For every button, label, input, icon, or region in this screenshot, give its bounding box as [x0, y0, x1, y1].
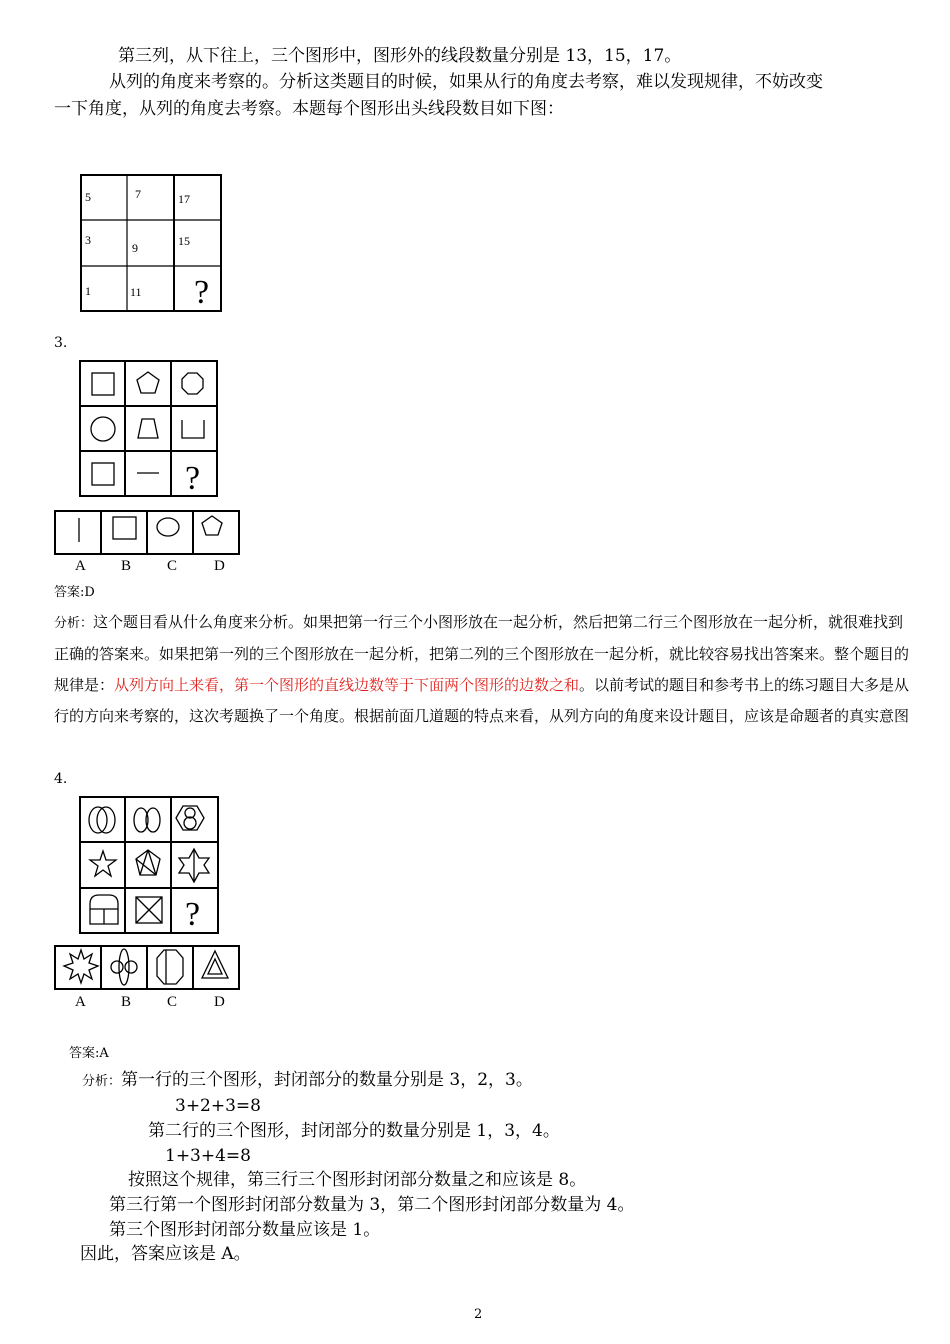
grid-cell-r3c2: 11 [130, 285, 142, 299]
open-box-icon [182, 420, 204, 438]
grid-cell-r3c1: 1 [85, 284, 91, 298]
q3-option-label-b: B [121, 558, 132, 574]
q4-puzzle-grid [79, 796, 220, 936]
q4-number: 4. [54, 771, 68, 787]
square-icon [92, 463, 114, 485]
q4-option-label-d: D [214, 994, 225, 1010]
grid-cell-r2c2: 9 [132, 241, 138, 255]
q4-analysis-line-8: 因此，答案应该是 A。 [80, 1244, 251, 1264]
circle-icon [91, 417, 115, 441]
q4-analysis-text-1: 第一行的三个图形，封闭部分的数量分别是 3，2，3。 [121, 1070, 533, 1090]
square-x-icon [136, 897, 162, 923]
rounded-box-icon [90, 895, 118, 924]
grid-cell-r1c2: 7 [135, 187, 141, 201]
text-line-3: 一下角度，从列的角度去考察。本题每个图形出头线段数目如下图： [54, 99, 564, 119]
q4-option-label-b: B [121, 994, 132, 1010]
number-grid [80, 174, 224, 314]
q4-options-strip [54, 945, 242, 991]
octagon-icon [182, 373, 203, 394]
text-line-2: 从列的角度来考察的。分析这类题目的时候，如果从行的角度去考察，难以发现规律，不妨改变 [109, 72, 823, 92]
q3-analysis-rule: 从列方向上来看，第一个图形的直线边数等于下面两个图形的边数之和 [114, 676, 580, 694]
q4-analysis-line-6: 第三行第一个图形封闭部分数量为 3，第二个图形封闭部分数量为 4。 [109, 1195, 635, 1215]
q3-analysis-label: 分析： [54, 616, 94, 631]
pentagon-icon [202, 516, 222, 535]
ellipse-circles-icon [111, 949, 137, 985]
pentagon-icon [137, 372, 159, 393]
q4-analysis-line-2: 3+2+3=8 [175, 1096, 261, 1116]
page-number: 2 [474, 1307, 483, 1322]
trapezoid-icon [138, 419, 158, 438]
ellipse-icon [157, 518, 179, 536]
q3-option-label-a: A [75, 558, 86, 574]
q3-option-label-d: D [214, 558, 225, 574]
q4-option-label-c: C [167, 994, 178, 1010]
double-oval-icon [134, 808, 160, 832]
q3-answer: 答案:D [54, 585, 95, 600]
q4-question-mark: ? [185, 896, 201, 933]
square-icon [113, 517, 136, 539]
q4-option-label-a: A [75, 994, 86, 1010]
pentagon-lines-icon [136, 850, 160, 875]
text-line-1: 第三列，从下往上，三个图形中，图形外的线段数量分别是 13，15，17。 [118, 46, 682, 66]
q3-puzzle-grid [79, 360, 219, 498]
q4-analysis-line-3: 第二行的三个图形，封闭部分的数量分别是 1，3，4。 [148, 1121, 560, 1141]
grid-cell-r1c1: 5 [85, 190, 91, 204]
q4-answer: 答案:A [69, 1046, 109, 1061]
square-icon [92, 373, 114, 395]
grid-cell-r1c3: 17 [178, 192, 190, 206]
q4-analysis-line-1 [82, 1068, 533, 1094]
q3-option-label-c: C [167, 558, 178, 574]
grid-cell-r2c1: 3 [85, 233, 91, 247]
six-point-star-icon [179, 849, 209, 882]
overlapping-ovals-icon [89, 807, 115, 833]
q3-analysis-text-1: 这个题目看从什么角度来分析。如果把第一行三个小图形放在一起分析，然后把第二行三个图形放在一起分析，就很难找到正确的答案来。如果把第一列的三个图形放在一起分析，把第二列的三个图形放在一起分析，就比较容易找出答案来。整个题目的规律是： [54, 613, 910, 694]
q3-number: 3. [54, 335, 68, 351]
nested-triangles-icon [202, 951, 228, 978]
q3-analysis-text-2: 。以前考试的题目和参考书上的练习题目大多是从行的方向来考察的，这次考题换了一个角度。根据前面几道题的特点来看，从列方向的角度来设计题目，应该是命题者的真实意图 [54, 676, 910, 725]
q4-analysis-line-7: 第三个图形封闭部分数量应该是 1。 [109, 1220, 381, 1240]
q4-analysis-label: 分析： [82, 1074, 122, 1089]
q3-options-strip [54, 510, 242, 556]
star-icon [90, 851, 116, 876]
q3-question-mark: ? [185, 460, 201, 497]
grid-cell-r2c3: 15 [178, 234, 190, 248]
hexagon-figure-eight-icon [176, 806, 204, 830]
grid-question-mark: ? [194, 274, 210, 311]
octagon-line-icon [157, 950, 183, 984]
q4-analysis-line-5: 按照这个规律，第三行三个图形封闭部分数量之和应该是 8。 [128, 1170, 587, 1190]
eight-point-star-icon [64, 950, 98, 983]
q3-analysis [54, 607, 910, 732]
q4-analysis-line-4: 1+3+4=8 [165, 1146, 251, 1166]
